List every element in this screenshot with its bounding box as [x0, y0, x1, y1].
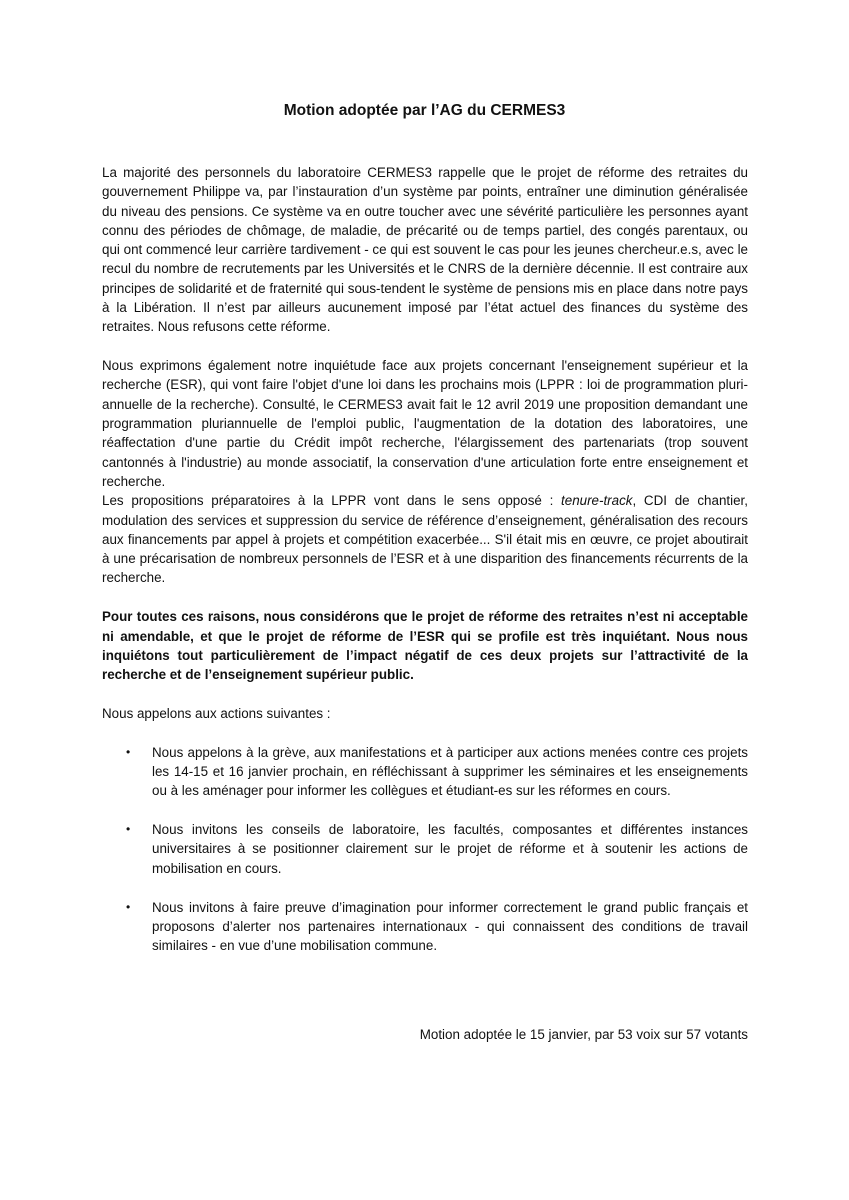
document-title: Motion adoptée par l’AG du CERMES3	[283, 102, 566, 119]
list-item	[102, 743, 748, 801]
document-body	[102, 163, 748, 975]
list-item	[102, 820, 748, 878]
actions-intro: Nous appelons aux actions suivantes :	[102, 705, 331, 721]
lppr-text-end: , CDI de chantier, modulation des services et suppression du service de référence d’enseignement, généralisation des recours aux financements par appel à projets et compétition exacerbée... S'il était mis en œuvre, ce projet aboutirait à une précarisation de nombreux personnels de l’ESR et à une disparition des financements récurrents de la recherche.	[102, 493, 748, 586]
paragraph-esr-concerns: Nous exprimons également notre inquiétude face aux projets concernant l'enseignement supérieur et la recherche (ESR), qui vont faire l'objet d'une loi dans les prochains mois (LPPR : loi de programmation pluri-annuelle de la recherche). Consulté, le CERMES3 avait fait le 12 avril 2019 une proposition demandant une programmation pluriannuelle de l'emploi public, l'augmentation de la dotation des laboratoires, une réaffectation d'une partie du Crédit impôt recherche, l'élargissement des partenariats (trop souvent cantonnés à l'industrie) au monde associatif, la conservation d'une articulation forte entre enseignement et recherche.	[102, 358, 748, 489]
bullet-icon: •	[126, 822, 131, 837]
lppr-italic-term: tenure-track	[561, 493, 633, 509]
lppr-text-start: Les propositions préparatoires à la LPPR vont dans le sens opposé :	[102, 493, 562, 509]
bullet-icon: •	[126, 744, 131, 759]
adoption-footer: Motion adoptée le 15 janvier, par 53 voix sur 57 votants	[419, 1027, 748, 1042]
actions-list	[102, 743, 748, 956]
action-text: Nous appelons à la grève, aux manifestations et à participer aux actions menées contre ces projets les 14-15 et 16 janvier prochain, en réfléchissant à supprimer les séminaires et les enseignements ou à les aménager pour informer les collègues et étudiant-es sur les réformes en cours.	[152, 744, 748, 799]
bullet-icon: •	[126, 899, 131, 914]
action-text: Nous invitons les conseils de laboratoire, les facultés, composantes et différentes instances universitaires à se positionner clairement sur le projet de réforme et à soutenir les actions de mobilisation en cours.	[152, 822, 748, 876]
list-item	[102, 898, 748, 956]
action-text: Nous invitons à faire preuve d’imagination pour informer correctement le grand public français et proposons d’alerter nos partenaires internationaux - qui connaissent des conditions de travail similaires - en vue d’une mobilisation commune.	[152, 899, 748, 954]
paragraph-pension-reform: La majorité des personnels du laboratoire CERMES3 rappelle que le projet de réforme des retraites du gouvernement Philippe va, par l’instauration d’un système par points, entraîner une diminution généralisée du niveau des pensions. Ce système va en outre toucher avec une sévérité particulière les personnes ayant connu des périodes de chômage, de maladie, de précarité ou de temps partiel, des congés parentaux, ou qui ont commencé leur carrière tardivement - ce qui est souvent le cas pour les jeunes chercheur.e.s, avec le recul du nombre de recrutements par les Universités et le CNRS de la dernière décennie. Il est contraire aux principes de solidarité et de fraternité qui sous-tendent le système de pensions mis en place dans notre pays à la Libération. Il n’est par ailleurs aucunement imposé par l’état actuel des finances du système des retraites. Nous refusons cette réforme.	[102, 165, 748, 335]
paragraph-conclusion-bold: Pour toutes ces raisons, nous considérons que le projet de réforme des retraites n’est ni acceptable ni amendable, et que le projet de réforme de l’ESR qui se profile est très inquiétant. Nous nous inquiétons tout particulièrement de l’impact négatif de ces deux projets sur l’attractivité de la recherche et de l’enseignement supérieur public.	[102, 609, 748, 683]
paragraph-lppr-proposals	[102, 491, 748, 587]
